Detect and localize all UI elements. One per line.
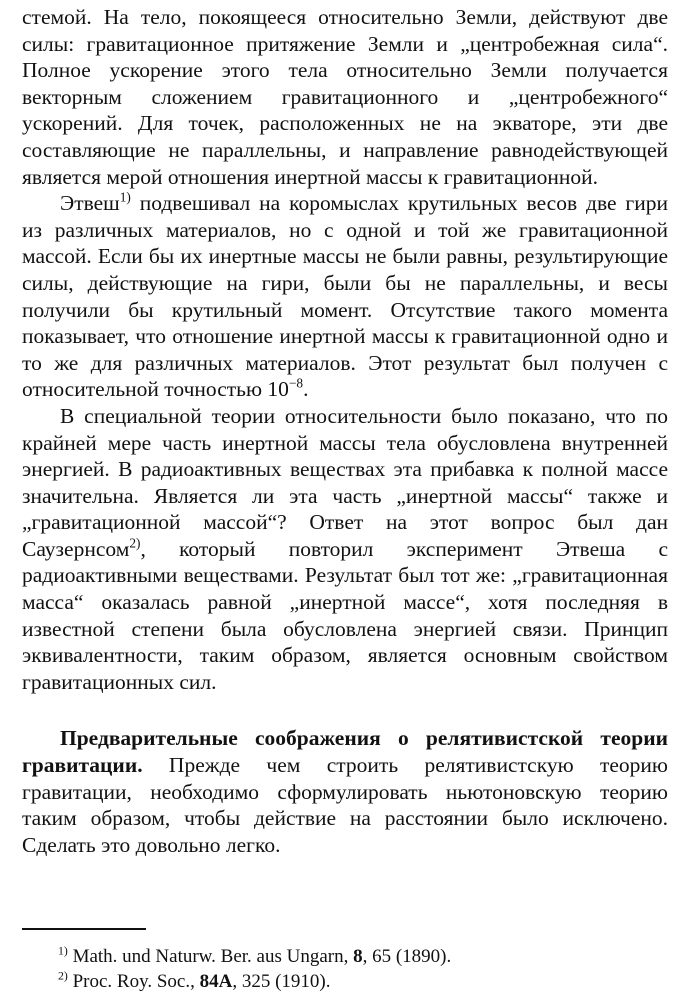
footnote-1-volume: 8 (353, 946, 363, 967)
footnote-1-source: Math. und Naturw. Ber. aus Ungarn, (67, 946, 354, 967)
footnote-separator (22, 928, 146, 930)
paragraph-eotvos (22, 190, 668, 403)
paragraph-1 (22, 4, 668, 190)
footnote-mark-1: 1) (58, 944, 68, 958)
section-relativistic-gravitation (22, 725, 668, 858)
footnote-2-source: Proc. Roy. Soc., (67, 971, 200, 992)
paragraph-2-text-a: Этвеш (60, 191, 120, 216)
footnote-2 (22, 969, 668, 994)
paragraph-relativity (22, 403, 668, 696)
paragraph-1-text: стемой. На тело, покоящееся относительно Земли, действуют две силы: гравитационное притяжение Земли и „центробежная сила“. Полное ускорение этого тела относительно Земли получается векторным сложением гравитационного и „центробежного“ ускорений. Для точек, расположенных не на экваторе, эти две составляющие не параллельны, и направление равнодействующей является мерой отношения инертной массы к гравитационной. (22, 5, 668, 189)
paragraph-3-text-b: , который повторил эксперимент Этвеша с радиоактивными веществами. Результат был тот же: „гравитационная масса“ оказалась равной „инертной массе“, хотя последняя в известной степени была обусловлена энергией связи. Принцип эквивалентности, таким образом, является основным свойством гравитационных сил. (22, 536, 668, 694)
footnote-mark-2: 2) (58, 969, 68, 983)
footnote-1 (22, 944, 668, 969)
document-page (22, 4, 668, 992)
footnote-ref-1[interactable]: 1) (119, 189, 131, 205)
paragraph-2-text-b: подвешивал на коромыслах крутильных весов две гири из различных материалов, но с одной и той же гравитационной массой. Если бы их инертные массы не были равны, результирующие силы, действующие на гири, были бы не параллельны, и весы получили бы крутильный момент. Отсутствие такого момента показывает, что отношение инертной массы к гравитационной одно и то же для различных материалов. Этот результат был получен с относительной точностью 10 (22, 191, 668, 402)
footnote-2-rest: , 325 (1910). (232, 971, 331, 992)
section-heading: Предварительные соображения о релятивистской теории гравитации. (22, 726, 668, 778)
footnote-1-rest: , 65 (1890). (362, 946, 452, 967)
paragraph-3-text-a: В специальной теории относительности было показано, что по крайней мере часть инертной массы тела обусловлена внутренней энергией. В радиоактивных веществах эта прибавка к полной массе значительна. Является ли эта часть „инертной массы“ также и „гравитационной массой“? Ответ на этот вопрос был дан Саузернсом (22, 403, 668, 561)
footnote-ref-2[interactable]: 2) (129, 535, 141, 551)
footnotes (22, 944, 668, 994)
section-text: Прежде чем строить релятивистскую теорию гравитации, необходимо сформулировать ньютоновскую теорию таким образом, чтобы действие на расстоянии было исключено. Сделать это довольно легко. (22, 753, 668, 857)
exponent: −8 (288, 375, 304, 391)
footnote-2-volume: 84A (199, 971, 233, 992)
paragraph-2-text-c: . (303, 377, 309, 402)
